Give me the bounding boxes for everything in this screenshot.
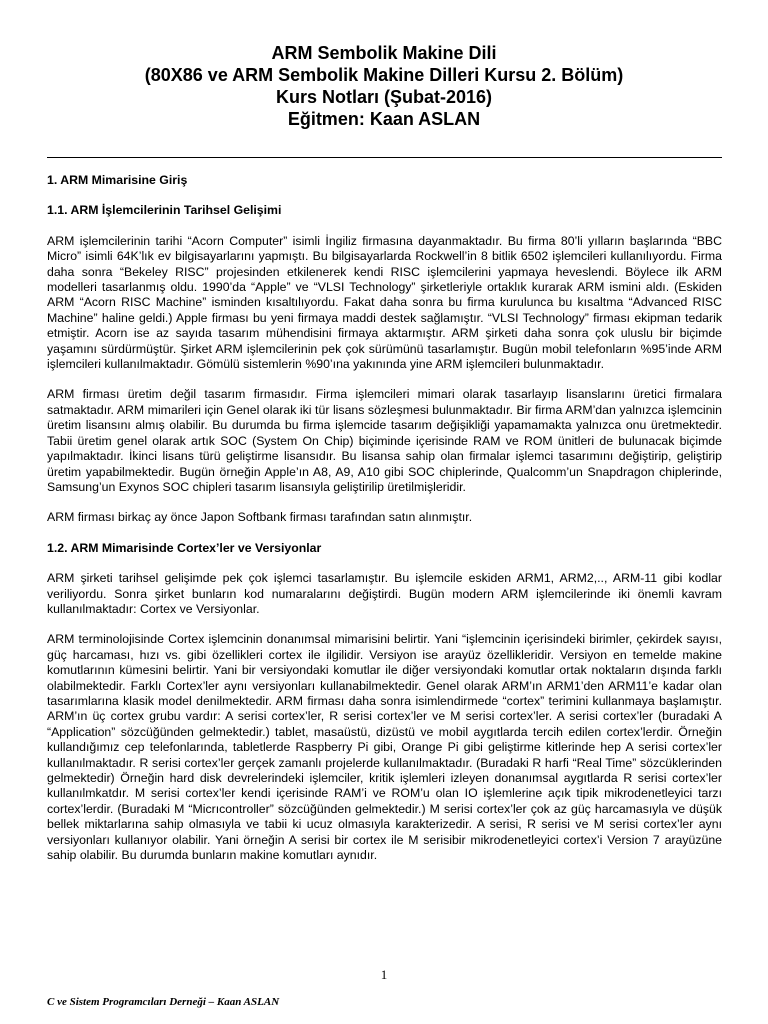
paragraph-cortex-details: ARM terminolojisinde Cortex işlemcinin donanımsal mimarisini belirtir. Yani “işlemcinin içerisindeki birimler, çekirdek sayısı, güç harcaması, hızı vs. gibi özellikleri cortex ile ilgilidir. Versiyon ise arayüz özellikleridir. Versiyon en temelde makine komutlarının kümesini belirtir. Yani bir versiyondaki komutlar ile diğer versiyondaki komutlar ortak noktaların dışında farklı olabilmektedir. Farklı Cortex’ler aynı versiyonları kullanabilmektedir. Genel olarak ARM’ın ARM1’den ARM11’e kadar olan tasarımlarına klasik model denilmektedir. ARM firması daha sonra isimlendirmede “cortex” terimini kullanmaya başlamıştır. ARM’ın üç cortex grubu vardır: A serisi cortex’ler, R serisi cortex’ler ve M serisi cortex’ler. A serisi cortex’ler (buradaki A “Application” sözcüğünden gelmektedir.) tablet, masaüstü, dizüstü ve mobil aygıtlarda tercih edilen cortex’lerdir. Örneğin kullandığımız cep telefonlarında, tabletlerde Raspberry Pi gibi, Orange Pi gibi geliştirme kitlerinde hep A serisi cortex’ler kullanılmaktadır. R serisi cortex’ler gerçek zamanlı projelerde kullanılmaktadır. (Buradaki R harfi “Real Time” sözcüklerinden gelmektedir) Örneğin hard disk devrelerindeki işlemciler, kritik işlemleri izleyen donanımsal aygıtlarda R serisi cortex’ler kullanılmkatdır. M serisi cortex’ler kendi içerisinde RAM’i ve ROM’u olan IO işlemlerine açık tipik mikrodenetleyici tarzı cortex’lerdir. (Buradaki M “Micrıcontroller” sözcüğünden gelmektedir.) M serisi cortex’ler çok az güç harcamasıyla ve düşük bellek miktarlarına sahip olmasıyla ve tabii ki ucuz olmasıyla karakterizedir. A serisi, R serisi ve M serisi cortex’ler aynı versiyonları kullanıyor olabilir. Yani örneğin A serisi bir cortex ile M serisibir mikrodenetleyici cortex’i Version 7 arayüzüne sahip olabilir. Bu durumda bunların makine komutları aynıdır. <box>47 632 722 863</box>
paragraph-licensing: ARM firması üretim değil tasarım firmasıdır. Firma işlemcileri mimari olarak tasarlayıp lisanslarını üretici firmalara satmaktadır. ARM mimarileri için Genel olarak iki tür lisans sözleşmesi bulunmaktadır. Bir firma ARM’dan yalnızca işlemcinin üretim lisansını almış olabilir. Bu durumda bu firma işlemcide tasarım değişikliği yapamamakta yalnızca onu üretmektedir. Tabii üretim genel olarak artık SOC (System On Chip) biçiminde içerisinde RAM ve ROM ünitleri de bulunacak biçimde yapılmaktadır. İkinci lisans türü geliştirme lisansıdır. Bu lisansa sahip olan firmalar işlemci tasarımını değiştirip, geliştirip üretim yapabilmektedir. Bugün örneğin Apple’ın A8, A9, A10 gibi SOC chiplerinde, Qualcomm’un Snapdragon chiplerinde, Samsung’un Exynos SOC chipleri tasarım lisansıyla geliştirilip üretilmişleridir. <box>47 387 722 494</box>
page-number: 1 <box>380 967 388 982</box>
paragraph-cortex-intro: ARM şirketi tarihsel gelişimde pek çok işlemci tasarlamıştır. Bu işlemcile eskiden ARM1, ARM2,.., ARM-11 gibi kodlar veriliyordu. Sonra şirket bunların kod numaralarını değiştirdi. Bugün modern ARM işlemcilerinde iki önemli kavram kullanılmaktadır: Cortex ve Versiyonlar. <box>47 571 722 616</box>
section-heading-1-2: 1.2. ARM Mimarisinde Cortex’ler ve Versiyonlar <box>47 540 322 555</box>
section-heading-1-1: 1.1. ARM İşlemcilerinin Tarihsel Gelişimi <box>47 203 282 218</box>
page-footer: C ve Sistem Programcıları Derneği – Kaan ASLAN <box>47 996 280 1008</box>
paragraph-history: ARM işlemcilerinin tarihi “Acorn Computer” isimli İngiliz firmasına dayanmaktadır. Bu firma 80’li yılların başlarında “BBC Micro” isimli 64K’lık ev bilgisayarlarını yapmıştı. Bu bilgisayarlarda Rockwell’in 8 bitlik 6502 işlemcileri kullanılıyordu. Firma daha sonra “Bekeley RISC” projesinden etkilenerek kendi RISC işlemcilerini yapmaya heveslendi. Böylece ilk ARM modelleri tasarlanmış oldu. 1990’da “Apple” ve “VLSI Technology” şirketleriyle ortaklık kurarak ARM ismini aldı. (Eskiden ARM “Acorn RISC Machine” isminden kısaltılıyordu. Fakat daha sonra bu firma kurulunca bu kısaltma “Advanced RISC Machine” haline geldi.) Apple firması bu yeni firmaya maddi destek sağlamıştır. “VLSI Technology” firması ekipman tedarik etmiştir. Acorn ise az sayıda tasarım mühendisini firmaya aktarmıştır. ARM şirketi daha sonra çok uluslu bir biçimde yaşamını sürdürmüştür. Şirket ARM işlemcilerinin pek çok sürümünü tasarlamıştır. Bugün mobil telefonların %95’inde ARM işlemcileri kullanılmaktadır. Gömülü sistemlerin %90’ına yakınında yine ARM işlemcileri bulunmaktadır. <box>47 233 722 372</box>
section-heading-1: 1. ARM Mimarisine Giriş <box>47 173 188 187</box>
doc-title: ARM Sembolik Makine Dili <box>271 43 497 63</box>
title-block <box>40 42 728 130</box>
document-body <box>47 173 722 878</box>
paragraph-softbank: ARM firması birkaç ay önce Japon Softbank firması tarafından satın alınmıştır. <box>47 510 473 525</box>
horizontal-rule <box>47 157 722 158</box>
doc-course-notes: Kurs Notları (Şubat-2016) <box>275 87 493 107</box>
doc-subtitle: (80X86 ve ARM Sembolik Makine Dilleri Kursu 2. Bölüm) <box>144 65 624 85</box>
doc-instructor: Eğitmen: Kaan ASLAN <box>287 109 481 129</box>
